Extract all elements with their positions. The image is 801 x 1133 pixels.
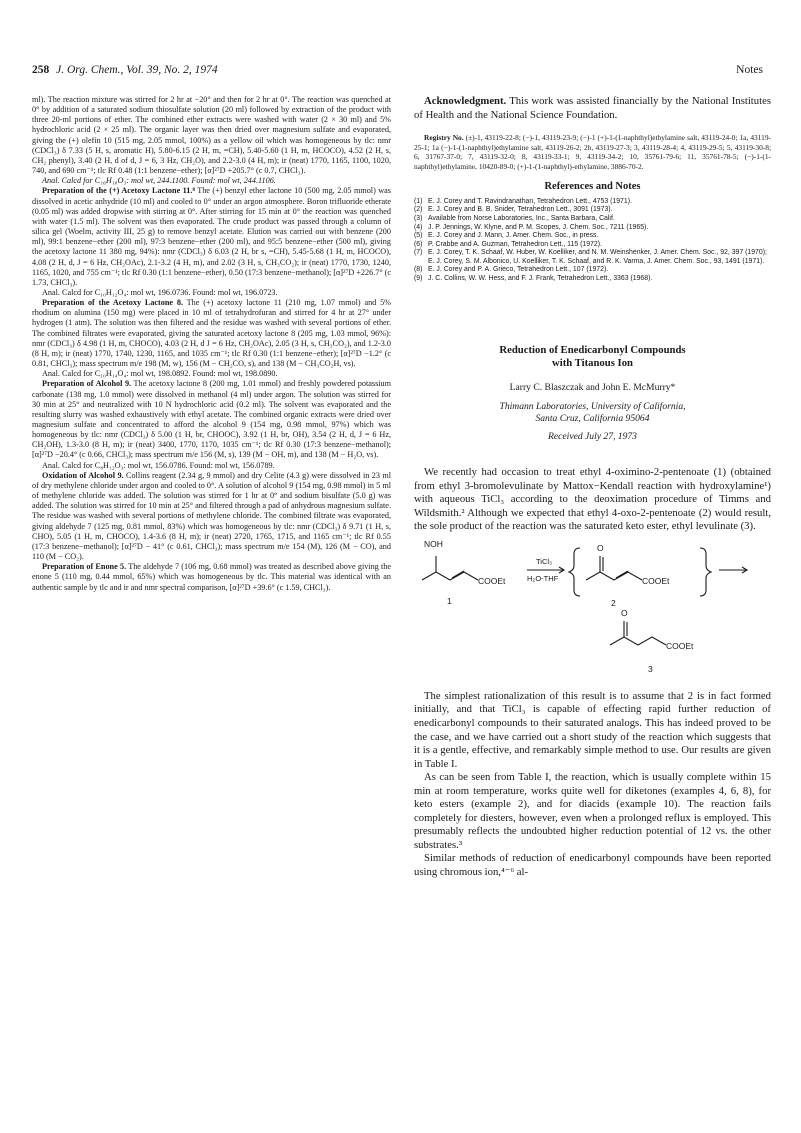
reference-item: (3) Available from Norse Laboratories, Inc., Santa Barbara, Calif.: [414, 214, 615, 222]
reaction-scheme-drawing: [414, 540, 771, 690]
ester-label: COOEt: [642, 575, 670, 586]
article-affiliation: Thimann Laboratories, University of California, Santa Cruz, California 95064: [499, 400, 686, 425]
brace-left: [569, 548, 580, 596]
acknowledgment-heading: Acknowledgment.: [424, 95, 507, 107]
registry-heading: Registry No.: [424, 133, 464, 143]
reference-item: (7) E. J. Corey, T. K. Schaaf, W. Huber, W. Koelliker, and N. M. Weinshenker, J. Amer. Chem. Soc., 92, 397 (1970); E. J. Corey, S. M. Albonico, U. Koelliker, T. K. Schaaf, and R. K. Varma, J. Amer. Chem. Soc., 93, 1491 (1971).: [414, 249, 767, 265]
article-paragraph: We recently had occasion to treat ethyl 4-oximino-2-pentenoate (1) (obtained from ethyl 3-bromolevulinate by Mattox−Kendall reaction with hydroxylamine¹) with aqueous TiCl₃ according to the deoximation procedure of Timms and Wildsmith.² Although we expected that ethyl 4-oxo-2-pentenoate (2) would result, the sole product of the reaction was the saturated keto ester, ethyl levulinate (3).: [414, 466, 771, 533]
carbonyl-label: O: [621, 607, 628, 618]
section-body: Collins reagent (2.34 g, 9 mmol) and dry Celite (4.3 g) were dissolved in 23 ml of dry methylene chloride under argon and cooled to 0°. A solution of alcohol 9 (154 mg, 0.98 mmol) in 5 ml of methylene chloride was added. The solution was stirred for 1 hr at 0° and sodium bisulfate (5.0 g) was added. The solution was stirred for 10 min at 25° and filtered through a pad of anhydrous magnesium sulfate. The residue was washed with several portions of methylene chloride. The combined filtrate was evaporated, giving aldehyde 7 (125 mg, 0.81 mmol, 83%) which was homogeneous by tlc: nmr (CDCl₃) δ 9.71 (1 H, s, CHO), 5.05 (1 H, m, CHOCO), 1.4-3.6 (8 H, m); ir (neat) 2720, 1765, 1715, and 1165 cm⁻¹; tlc Rf 0.55 (17:3 benzene−methanol); [α]²⁷D − 41° (c 0.61, CHCl₃); mass spectrum m/e 154 (M), 126 (M − CO), and 110 (M − CO₂).: [32, 470, 391, 562]
carbonyl-label: O: [597, 542, 604, 553]
reference-list: [414, 198, 771, 284]
section-body: The (+) benzyl ether lactone 10 (500 mg, 2.05 mmol) was dissolved in acetic anhydride (10 ml) and cooled to 0° under an argon atmosphere. Boron trifluoride etherate (0.05 ml) was added dropwise with stirring at 0°. After stirring for 15 min at 0° the reaction was quenched with water (1.5 ml). The solvent was then evaporated. The crude product was passed through a column of silica gel (Woelm, activity III, 25 g) to remove benzyl acetate. Elution was carried out with benzene (200 ml), 99:1 benzene−ether (200 ml), 97:3 benzene−ether (200 ml), and 95:5 benzene−ether (500 ml), giving the acetoxy lactone 11 380 mg, 94%): nmr (CDCl₃) δ 6.03 (2 H, br s, =CH), 5.45-5.68 (1 H, m, HCOCO), 4.08 (2 H, d, J = 6 Hz, CH₂OAc), 2.1-3.2 (4 H, m), and 2.02 (3 H, s, CH₃CO₂); ir (neat) 1770, 1730, 1240, 1165, 1020, and 755 cm⁻¹; tlc Rf 0.30 (1:1 benzene−ether), 0.50 (17:3 benzene−methanol); [α]²⁷D +226.7° (c 1.73, CHCl₃).: [32, 186, 392, 287]
reagent-label: TiCl₃: [536, 556, 553, 566]
section-name: Notes: [736, 64, 763, 76]
article-title-line: with Titanous Ion: [552, 357, 633, 370]
section-heading: Preparation of Enone 5.: [42, 562, 127, 572]
references-title: References and Notes: [544, 180, 641, 192]
section-body: The aldehyde 7 (106 mg, 0.68 mmol) was treated as described above giving the enone 5 (110 mg, 0.44 mmol, 65%) which was homogeneous by tlc. This material was identical with an authentic sample by tlc and ir and nmr spectral comparison, [α]²⁷D +39.6° (c 1.59, CHCl₃).: [32, 562, 392, 592]
article-paragraph: As can be seen from Table I, the reaction, which is usually complete within 15 min at room temperature, works quite well for diketones (examples 4, 6, 8), for keto esters (example 2), and for diacids (example 10). The reaction fails completely for diesters, however, even when a prolonged reflux is employed. This presumably reflects the undoubted higher reduction potential of 12 vs. the other substrates.³: [414, 771, 771, 851]
section-heading: Preparation of the (+) Acetoxy Lactone 11.⁸: [42, 186, 195, 196]
received-date: Received July 27, 1973: [548, 431, 637, 442]
reference-item: (9) J. C. Collins, W. W. Hess, and F. J. Frank, Tetrahedron Lett., 3363 (1968).: [414, 275, 653, 283]
analysis-line: Anal. Calcd for C₁₆H₁₈O₃: mol wt, 244.1100. Found: mol wt, 244.1106.: [42, 176, 276, 186]
registry-body: (±)-1, 43119-22-8; (−)-1, 43119-23-9; (−)-1 (+)-1-(1-naphthyl)ethylamine salt, 43119-24-0; 1a, 43119-25-1; 1a (−)-1-(1-naphthyl)ethylamine salt, 43119-26-2; 2b, 43119-27-3; 3, 43119-28-4; 4, 43119-29-5; 5, 43119-30-8; 6, 31767-37-0; 7, 43119-32-0; 8, 43119-33-1; 9, 43119-34-2; 10, 35761-79-6; 11, 35761-78-5; (−)-1-(1-naphthyl)ethylamine, 10420-89-0; (+)-1-(1-naphthyl)-ethylamine, 3886-70-2.: [414, 133, 771, 171]
reference-item: (2) E. J. Corey and B. B. Snider, Tetrahedron Lett., 3091 (1973).: [414, 206, 613, 214]
section-body: The acetoxy lactone 8 (200 mg, 1.01 mmol) and freshly powdered potassium carbonate (138 mg, 1.0 mmol) were dissolved in methanol (4 ml) under argon. The solution was stirred for 30 min at 25° and neutralized with 10 N hydrochloric acid (0.2 ml). The solvent was evaporated and the resulting slurry was washed exhaustively with ethyl acetate. The combined organic extracts were dried over magnesium sulfate and concentrated to afford the alcohol 9 (154 mg, 0.98 mmol, 97%) which was homogeneous by tlc: nmr (CDCl₃) δ 5.00 (1 H, br, CHOOC), 3.92 (1 H, br, OH), 3.54 (2 H, d, J = 6 Hz, CH₂OH), 1.3-3.0 (8 H, m); ir (neat) 3400, 1770, 1170, 1035 cm⁻¹; tlc Rf 0.30 (17:3 benzene−methanol); [α]²⁷D −20.4° (c 0.66, CHCl₃); mass spectrum m/e 156 (M, s), 139 (M − OH, m), and 138 (M − H₂O, vs).: [32, 379, 391, 460]
page-number: 258: [32, 64, 50, 76]
article-title: [414, 344, 771, 371]
registry-numbers: [414, 133, 771, 171]
compound-2-double-bond: [616, 571, 628, 578]
article-authors: Larry C. Blaszczak and John E. McMurry*: [509, 381, 676, 393]
analysis-line: Anal. Calcd for C₁₀H₁₂O₄: mol wt, 196.0736. Found: mol wt, 196.0723.: [42, 287, 278, 297]
reference-item: (5) E. J. Corey and J. Mann, J. Amer. Chem. Soc., in press.: [414, 232, 599, 240]
compound-number: 3: [648, 663, 653, 674]
solvent-label: H₂O-THF: [527, 573, 559, 583]
ester-label: COOEt: [478, 575, 506, 586]
section-alcohol-9: [32, 379, 391, 460]
left-column: [32, 95, 391, 593]
section-heading: Oxidation of Alcohol 9.: [42, 470, 124, 480]
header-left: [32, 64, 218, 76]
acknowledgment-body: This work was assisted financially by the National Institutes of Health and the National Science Foundation.: [414, 95, 771, 121]
brace-right: [700, 548, 711, 596]
right-column: [414, 95, 771, 880]
section-enone-5: [32, 562, 391, 592]
section-heading: Preparation of Alcohol 9.: [42, 379, 132, 389]
analysis-line: Anal. Calcd for C₈H₁₂O₃: mol wt, 156.0786. Found: mol wt, 156.0789.: [42, 460, 275, 470]
compound-3-skeleton: [610, 637, 666, 645]
article-title-line: Reduction of Enedicarbonyl Compounds: [499, 343, 686, 356]
analysis-line: Anal. Calcd for C₁₀H₁₄O₄: mol wt, 198.0892. Found: mol wt, 198.0890.: [42, 369, 278, 379]
compound-number: 2: [611, 597, 616, 608]
reference-item: (6) P. Crabbe and A. Guzman, Tetrahedron Lett., 115 (1972).: [414, 240, 602, 248]
journal-citation: J. Org. Chem., Vol. 39, No. 2, 1974: [56, 64, 218, 76]
section-heading: Preparation of the Acetoxy Lactone 8.: [42, 298, 184, 308]
reference-item: (8) E. J. Corey and P. A. Grieco, Tetrahedron Lett., 107 (1972).: [414, 266, 609, 274]
acknowledgment: [414, 95, 771, 122]
oxime-label: NOH: [424, 538, 443, 549]
article-paragraph: The simplest rationalization of this result is to assume that 2 is in fact formed initially, and that TiCl₃ is capable of effecting rapid further reduction of enedicarbonyl compounds to their saturated analogs. This has indeed proved to be the case, and we have carried out a short study of the reaction which suggests that it is a gentle, effective, and remarkably simple method to use. Our results are given in Table I.: [414, 689, 771, 770]
article-paragraph: Similar methods of reduction of enedicarbonyl compounds have been reported using chromous ion,⁴⁻⁶ al-: [414, 852, 771, 878]
ester-label: COOEt: [666, 640, 694, 651]
paragraph: ml). The reaction mixture was stirred for 2 hr at −20° and then for 2 hr at 0°. The reaction was quenched at 0° by addition of a saturated sodium thiosulfate solution (20 ml) followed by extraction of the product with three 20-ml portions of ether. The combined ether extracts were washed with water (2 × 30 ml) and 5% hydrochloric acid (2 × 25 ml). The organic layer was then dried over magnesium sulfate and evaporated, giving the (+) olefin 10 (515 mg, 2.05 mmol, 100%) as a yellow oil which was homogeneous by tlc: nmr (CDCl₃) δ 7.33 (5 H, s, aromatic H), 5.80-6.15 (2 H, m, =CH), 5.40-5.60 (1 H, m, HCOCO), 4.52 (2 H, s, CH₂ phenyl), 3.40 (2 H, d of d, J = 6, 3 Hz, CH₂O), and 2.2-3.0 (4 H, m); ir (neat) 1770, 1165, 1100, 1020, 740, and 690 cm⁻¹; tlc Rf 0.48 (1:1 benzene−ether); [α]²⁷D +205.7° (c 0.7, CHCl₃).: [32, 95, 391, 176]
reference-item: (4) J. P. Jennings, W. Klyne, and P. M. Scopes, J. Chem. Soc., 7211 (1965).: [414, 223, 649, 231]
section-oxidation-alcohol-9: [32, 471, 391, 562]
reference-item: (1) E. J. Corey and T. Ravindranathan, Tetrahedron Lett., 4753 (1971).: [414, 197, 632, 205]
compound-2-skeleton: [586, 572, 642, 580]
compound-1-skeleton: [422, 572, 478, 580]
reaction-scheme: [414, 540, 771, 690]
section-body: The (+) acetoxy lactone 11 (210 mg, 1.07 mmol) and 5% rhodium on alumina (150 mg) were placed in 10 ml of tetrahydrofuran and stirred for 4 hr at 27° under hydrogen (1 atm). The solution was then filtered and the residue was washed with several portions of ether. The combined filtrates were evaporated, giving the saturated acetoxy lactone 8 (205 mg, 1.03 mmol, 96%): nmr (CDCl₃) δ 4.98 (1 H, m, CHOCO), 4.03 (2 H, d J = 6 Hz, CH₂OAc), 2.05 (3 H, s, CH₃CO₂), and 1.2-3.0 (8 H, m); ir (neat) 1770, 1740, 1230, 1165, and 1035 cm⁻¹; tlc Rf 0.30 (1:1 benzene−ether); [α]²⁷D −1.2° (c 0.81, CHCl₃); mass spectrum m/e 198 (M, w), 156 (M − CH₂CO, s), and 138 (M − CH₃CO₂H, vs).: [32, 298, 391, 369]
running-header: [32, 64, 763, 80]
compound-1-double-bond: [452, 571, 464, 578]
section-acetoxy-lactone-11: [32, 186, 391, 288]
compound-number: 1: [447, 595, 452, 606]
section-acetoxy-lactone-8: [32, 298, 391, 369]
